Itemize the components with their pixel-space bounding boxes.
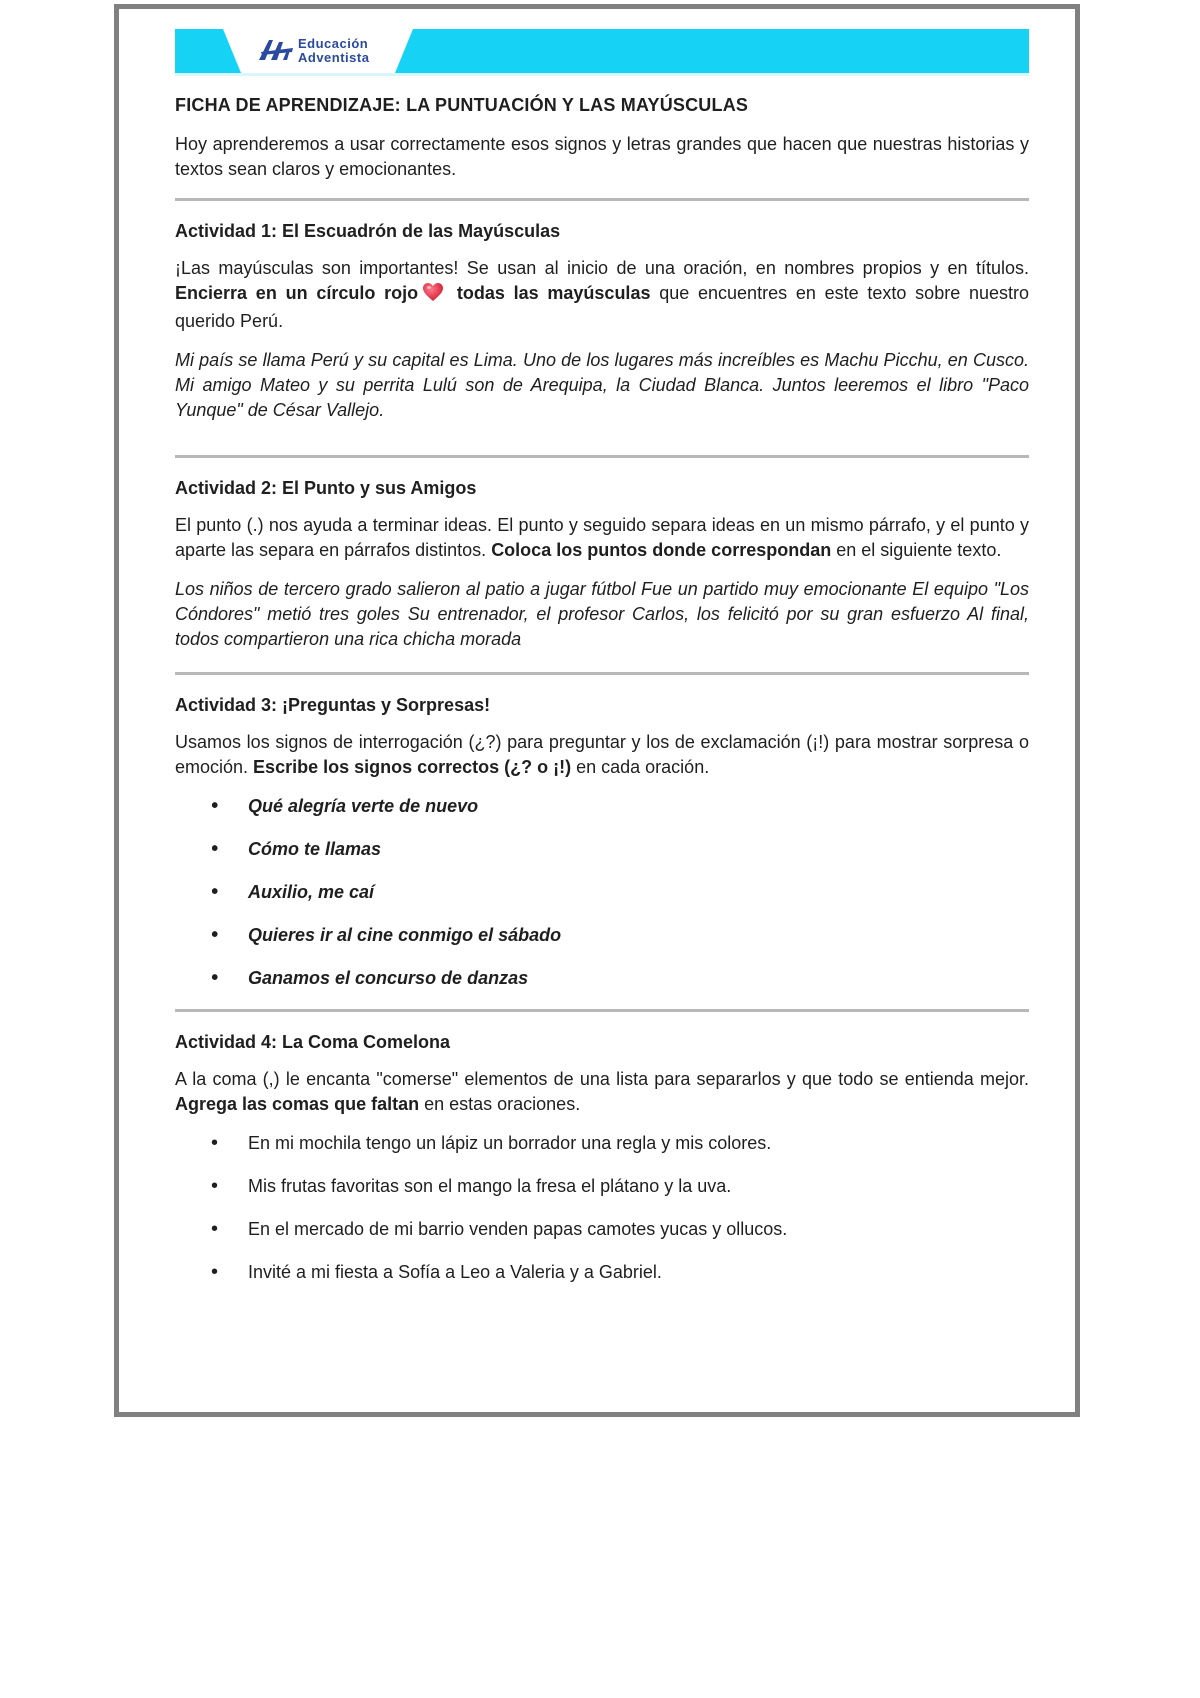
list-item: • Cómo te llamas: [248, 837, 1029, 862]
section-divider: [175, 198, 1029, 201]
activity-1-instructions-bold-1: Encierra en un círculo rojo: [175, 283, 419, 303]
activity-2-instructions-bold: Coloca los puntos donde correspondan: [491, 540, 832, 560]
activity-3-title: Actividad 3: ¡Preguntas y Sorpresas!: [175, 695, 491, 715]
intro-paragraph: Hoy aprenderemos a usar correctamente esos signos y letras grandes que hacen que nuestras historias y textos sean claros y emocionantes.: [175, 134, 1029, 179]
section-divider: [175, 1009, 1029, 1012]
list-item: • Quieres ir al cine conmigo el sábado: [248, 923, 1029, 948]
activity-2-title: Actividad 2: El Punto y sus Amigos: [175, 478, 477, 498]
activity-2-instructions-start: El punto (.) nos ayuda a terminar ideas. El punto y seguido separa ideas en un mismo párrafo, y el punto y aparte las separa en párrafos distintos.: [175, 515, 1029, 560]
list-item: • Invité a mi fiesta a Sofía a Leo a Valeria y a Gabriel.: [248, 1260, 1029, 1285]
red-heart-icon: [422, 282, 444, 309]
activity-2-text: Los niños de tercero grado salieron al patio a jugar fútbol Fue un partido muy emocionante El equipo "Los Cóndores" metió tres goles Su entrenador, el profesor Carlos, los felicitó por su gran esfuerzo Al final, todos compartieron una rica chicha morada: [175, 579, 1029, 649]
list-item: • Auxilio, me caí: [248, 880, 1029, 905]
activity-3-instructions-start: Usamos los signos de interrogación (¿?) para preguntar y los de exclamación (¡!) para mostrar sorpresa o emoción.: [175, 732, 1029, 777]
page-frame: [114, 4, 1080, 1417]
logo-line-2: Adventista: [298, 50, 370, 65]
activity-1-instructions: [175, 256, 1029, 334]
logo-line-1: Educación: [298, 36, 369, 51]
list-item: • Ganamos el concurso de danzas: [248, 966, 1029, 991]
logo-text: [298, 37, 369, 65]
activity-3-instructions: [175, 730, 1029, 780]
activity-4-instructions-end: en estas oraciones.: [419, 1094, 581, 1114]
activity-4-instructions-start: A la coma (,) le encanta "comerse" elementos de una lista para separarlos y que todo se entienda mejor.: [175, 1069, 1029, 1089]
worksheet-content: [175, 25, 1029, 1303]
list-item: • En el mercado de mi barrio venden papas camotes yucas y ollucos.: [248, 1217, 1029, 1242]
activity-2-instructions: [175, 513, 1029, 563]
activity-1-text: Mi país se llama Perú y su capital es Lima. Uno de los lugares más increíbles es Machu Picchu, en Cusco. Mi amigo Mateo y su perrita Lulú son de Arequipa, la Ciudad Blanca. Juntos leeremos el libro "Paco Yunque" de César Vallejo.: [175, 350, 1029, 420]
list-item: • En mi mochila tengo un lápiz un borrador una regla y mis colores.: [248, 1131, 1029, 1156]
activity-1-instructions-bold-2: todas las mayúsculas: [448, 283, 651, 303]
activity-3-instructions-bold: Escribe los signos correctos (¿? o ¡!): [253, 757, 572, 777]
activity-1-title: Actividad 1: El Escuadrón de las Mayúsculas: [175, 221, 561, 241]
activity-4-instructions-bold: Agrega las comas que faltan: [175, 1094, 420, 1114]
activity-4-instructions: [175, 1067, 1029, 1117]
list-item: • Mis frutas favoritas son el mango la fresa el plátano y la uva.: [248, 1174, 1029, 1199]
activity-4-list: [175, 1131, 1029, 1285]
activity-1-instructions-end: que encuentres en este texto sobre nuestro querido Perú.: [175, 283, 1030, 331]
activity-1-instructions-start: ¡Las mayúsculas son importantes! Se usan al inicio de una oración, en nombres propios y en títulos.: [175, 258, 1029, 278]
educacion-adventista-logo-icon: [257, 38, 295, 62]
section-divider: [175, 455, 1029, 458]
activity-3-instructions-end: en cada oración.: [571, 757, 710, 777]
activity-2-instructions-end: en el siguiente texto.: [831, 540, 1002, 560]
header-banner: [175, 25, 1029, 77]
activity-3-list: [175, 794, 1029, 991]
worksheet-title: FICHA DE APRENDIZAJE: LA PUNTUACIÓN Y LAS MAYÚSCULAS: [175, 95, 749, 115]
section-divider: [175, 672, 1029, 675]
activity-4-title: Actividad 4: La Coma Comelona: [175, 1032, 451, 1052]
list-item: • Qué alegría verte de nuevo: [248, 794, 1029, 819]
